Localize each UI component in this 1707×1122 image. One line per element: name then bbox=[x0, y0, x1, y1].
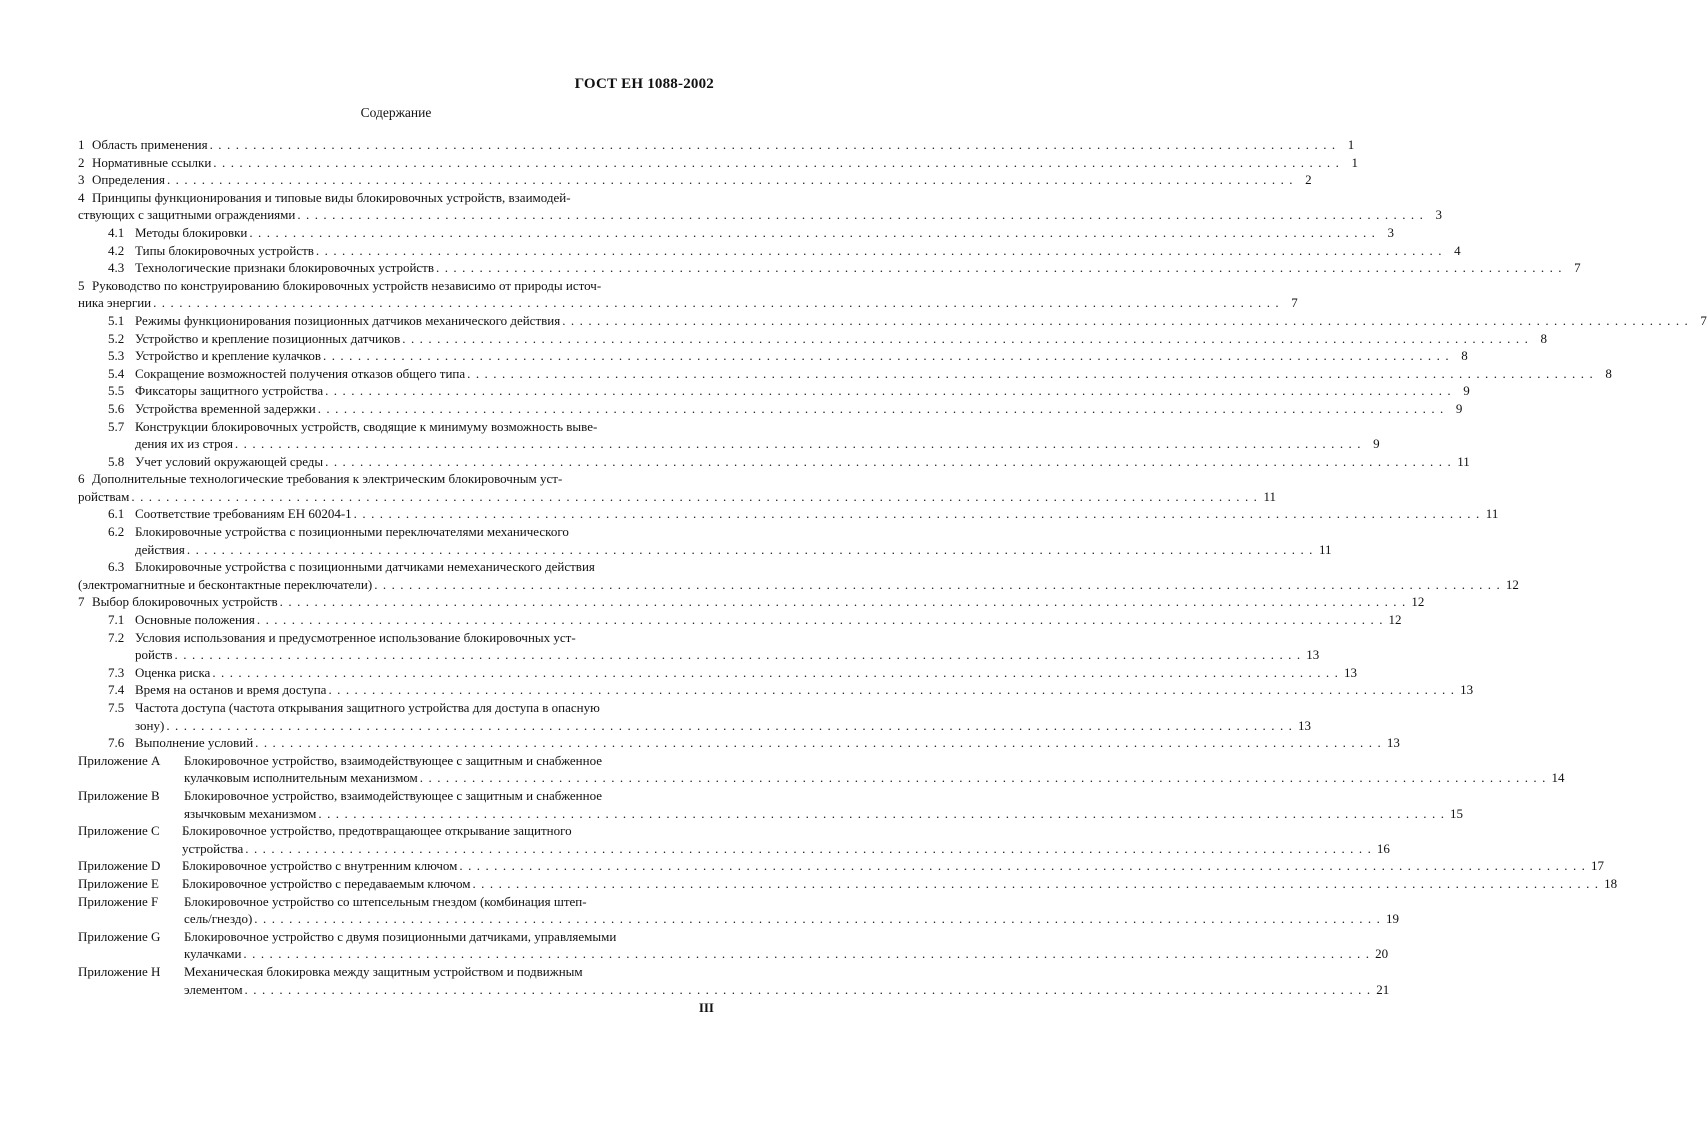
toc-entry[interactable] bbox=[78, 928, 1389, 963]
toc-entry-page: 1 bbox=[1351, 154, 1358, 170]
toc-entry-page: 7 bbox=[1574, 260, 1581, 276]
toc-entry-title: Механическая блокировка между защитным устройством и подвижным bbox=[184, 963, 583, 979]
toc-entry-title: Режимы функционирования позиционных датчиков механического действия bbox=[135, 312, 561, 328]
toc-entry[interactable] bbox=[78, 629, 1320, 664]
toc-entry-title-continued: ройств bbox=[135, 647, 173, 663]
toc-entry-title: Фиксаторы защитного устройства bbox=[135, 383, 324, 399]
toc-entry[interactable] bbox=[78, 312, 1707, 330]
toc-entry-number: Приложение D bbox=[78, 858, 161, 874]
toc-dot-leader bbox=[153, 294, 1280, 312]
toc-entry-title-continued: зону) bbox=[135, 717, 165, 733]
toc-entry-page: 11 bbox=[1263, 488, 1277, 504]
toc-entry[interactable] bbox=[78, 418, 1380, 453]
toc-entry-title: Условия использования и предусмотренное использование блокировочных уст- bbox=[135, 629, 576, 645]
toc-entry[interactable] bbox=[78, 875, 1618, 893]
toc-entry-title: Область применения bbox=[92, 137, 208, 152]
toc-dot-leader bbox=[166, 717, 1293, 735]
table-of-contents bbox=[78, 136, 1707, 998]
toc-entry-page: 14 bbox=[1551, 770, 1565, 786]
toc-entry-number: 4.2 bbox=[108, 242, 125, 258]
toc-entry-title-continued: элементом bbox=[184, 981, 243, 997]
toc-entry[interactable] bbox=[78, 752, 1565, 787]
toc-entry-page: 8 bbox=[1461, 348, 1468, 364]
toc-entry-page: 19 bbox=[1385, 911, 1399, 927]
toc-entry-number: Приложение F bbox=[78, 893, 159, 909]
toc-entry[interactable] bbox=[78, 963, 1390, 998]
toc-entry-number: 5.1 bbox=[108, 312, 125, 328]
toc-dot-leader bbox=[245, 840, 1372, 858]
toc-entry-title-continued: сель/гнездо) bbox=[184, 911, 253, 927]
toc-title: Содержание bbox=[360, 105, 432, 120]
toc-entry-title: Соответствие требованиям ЕН 60204-1 bbox=[135, 506, 352, 522]
toc-entry-title-continued: кулачками bbox=[184, 946, 242, 962]
toc-entry[interactable] bbox=[78, 822, 1390, 857]
toc-entry[interactable] bbox=[78, 787, 1464, 822]
toc-entry-number: 6.2 bbox=[108, 524, 125, 540]
toc-dot-leader bbox=[318, 400, 1445, 418]
toc-entry[interactable] bbox=[78, 453, 1470, 471]
toc-dot-leader bbox=[436, 259, 1563, 277]
toc-entry-number: 5.3 bbox=[108, 348, 125, 364]
toc-entry-title: Технологические признаки блокировочных устройств bbox=[135, 260, 434, 276]
toc-entry-title: Конструкции блокировочных устройств, сводящие к минимуму возможность выве- bbox=[135, 418, 598, 434]
toc-dot-leader bbox=[472, 875, 1599, 893]
toc-entry-title: Оценка риска bbox=[135, 664, 211, 680]
toc-entry-page: 13 bbox=[1306, 647, 1320, 663]
toc-entry-number: 6.1 bbox=[108, 506, 125, 522]
toc-entry[interactable] bbox=[78, 699, 1312, 734]
toc-entry-title: Устройства временной задержки bbox=[135, 400, 316, 416]
toc-dot-leader bbox=[325, 453, 1452, 471]
toc-entry-page: 12 bbox=[1505, 576, 1519, 592]
toc-entry-page: 4 bbox=[1454, 242, 1461, 258]
toc-dot-leader bbox=[280, 593, 1407, 611]
toc-entry-title: Блокировочное устройство, взаимодействующее с защитным и снабженное bbox=[184, 787, 603, 803]
toc-entry-number: 4.3 bbox=[108, 260, 125, 276]
toc-entry-title: Выбор блокировочных устройств bbox=[92, 594, 278, 610]
toc-entry-title: Руководство по конструированию блокировочных устройств независимо от природы источ- bbox=[92, 277, 602, 293]
page-number: III bbox=[698, 1000, 714, 1015]
toc-dot-leader bbox=[245, 981, 1372, 999]
toc-entry-number: 5.6 bbox=[108, 400, 125, 416]
toc-entry[interactable] bbox=[78, 242, 1461, 260]
toc-entry-title-continued: устройства bbox=[182, 840, 244, 856]
toc-entry-title: Дополнительные технологические требования к электрическим блокировочным уст- bbox=[92, 471, 563, 487]
toc-entry-number: 5.8 bbox=[108, 453, 125, 469]
toc-dot-leader bbox=[255, 734, 1382, 752]
toc-entry[interactable] bbox=[78, 224, 1395, 242]
toc-entry-page: 3 bbox=[1387, 224, 1395, 240]
toc-entry[interactable] bbox=[78, 857, 1605, 875]
toc-entry-page: 11 bbox=[1319, 541, 1332, 557]
toc-entry-page: 9 bbox=[1463, 383, 1470, 399]
toc-entry-title: Методы блокировки bbox=[135, 224, 248, 240]
toc-entry[interactable] bbox=[78, 505, 1499, 523]
toc-entry-number: 3 bbox=[78, 172, 85, 188]
toc-entry[interactable] bbox=[78, 277, 1298, 312]
toc-dot-leader bbox=[318, 805, 1445, 823]
toc-entry-number: 7.5 bbox=[108, 700, 125, 715]
toc-entry[interactable] bbox=[78, 664, 1357, 682]
toc-dot-leader bbox=[354, 505, 1481, 523]
toc-dot-leader bbox=[459, 857, 1586, 875]
toc-entry[interactable] bbox=[78, 136, 1355, 154]
toc-entry-number: Приложение Е bbox=[78, 875, 159, 891]
toc-entry-title: Блокировочное устройство с передаваемым ключом bbox=[182, 875, 471, 891]
toc-entry-title: Время на останов и время доступа bbox=[135, 682, 327, 698]
toc-entry-number: Приложение G bbox=[78, 928, 161, 944]
toc-entry[interactable] bbox=[78, 365, 1612, 383]
toc-entry-number: 7 bbox=[78, 594, 85, 610]
toc-entry-number: Приложение H bbox=[78, 963, 161, 979]
toc-entry-number: 6.3 bbox=[108, 559, 125, 575]
toc-entry-number: 2 bbox=[78, 154, 85, 170]
toc-entry-number: 7.2 bbox=[108, 629, 125, 645]
toc-entry-number: 5.7 bbox=[108, 418, 125, 434]
toc-entry-number: 1 bbox=[78, 137, 85, 152]
toc-entry-page: 8 bbox=[1605, 365, 1612, 381]
toc-dot-leader bbox=[131, 488, 1258, 506]
toc-entry-title-continued: ствующих с защитными ограждениями bbox=[78, 207, 296, 223]
toc-entry-page: 17 bbox=[1591, 858, 1605, 874]
toc-entry-page: 9 bbox=[1373, 436, 1380, 452]
toc-entry-number: 4 bbox=[78, 189, 85, 205]
toc-entry-title: Блокировочное устройство, взаимодействующее с защитным и снабженное bbox=[184, 752, 603, 768]
toc-entry-page: 13 bbox=[1386, 735, 1400, 751]
toc-entry-title: Блокировочное устройство со штепсельным гнездом (комбинация штеп- bbox=[184, 893, 587, 909]
toc-entry[interactable] bbox=[78, 154, 1358, 172]
toc-entry-title-continued: действия bbox=[135, 541, 185, 557]
toc-dot-leader bbox=[243, 945, 1370, 963]
toc-dot-leader bbox=[323, 347, 1450, 365]
toc-dot-leader bbox=[297, 206, 1424, 224]
toc-entry-page: 21 bbox=[1376, 981, 1390, 997]
toc-entry[interactable] bbox=[78, 611, 1402, 629]
toc-entry[interactable] bbox=[78, 382, 1470, 400]
toc-entry[interactable] bbox=[78, 189, 1442, 224]
toc-dot-leader bbox=[175, 646, 1302, 664]
toc-entry-page: 11 bbox=[1485, 506, 1499, 522]
toc-entry-number: Приложение А bbox=[78, 752, 161, 768]
toc-entry[interactable] bbox=[78, 523, 1332, 558]
toc-entry[interactable] bbox=[78, 347, 1468, 365]
toc-dot-leader bbox=[325, 382, 1452, 400]
toc-entry-number: 5.2 bbox=[108, 330, 125, 346]
toc-entry-page: 2 bbox=[1305, 172, 1312, 188]
toc-dot-leader bbox=[257, 611, 1384, 629]
toc-entry-title: Частота доступа (частота открывания защитного устройства для доступа в опасную bbox=[135, 700, 600, 715]
toc-entry-page: 18 bbox=[1604, 875, 1618, 891]
toc-entry-page: 9 bbox=[1455, 400, 1463, 416]
toc-entry-title: Блокировочное устройство с внутренним ключом bbox=[182, 858, 458, 874]
toc-entry-page: 11 bbox=[1457, 453, 1470, 469]
toc-dot-leader bbox=[316, 242, 1443, 260]
toc-entry-number: 7.1 bbox=[108, 612, 125, 628]
toc-entry-page: 1 bbox=[1347, 137, 1355, 152]
toc-entry-title: Определения bbox=[92, 172, 165, 188]
toc-entry-title-continued: язычковым механизмом bbox=[184, 805, 317, 821]
toc-dot-leader bbox=[254, 910, 1381, 928]
toc-dot-leader bbox=[249, 224, 1376, 242]
toc-entry-number: 5 bbox=[78, 277, 85, 293]
toc-entry-page: 3 bbox=[1435, 207, 1442, 223]
toc-entry-title: Основные положения bbox=[135, 612, 255, 628]
toc-entry-title: Сокращение возможностей получения отказов общего типа bbox=[135, 365, 466, 381]
toc-entry[interactable] bbox=[78, 400, 1463, 418]
toc-dot-leader bbox=[467, 365, 1594, 383]
toc-entry-page: 12 bbox=[1411, 594, 1425, 610]
toc-entry-number: 4.1 bbox=[108, 224, 125, 240]
toc-dot-leader bbox=[374, 576, 1501, 594]
toc-entry-title: Принципы функционирования и типовые виды блокировочных устройств, взаимодей- bbox=[92, 189, 571, 205]
document-id: ГОСТ ЕН 1088-2002 bbox=[574, 76, 714, 92]
toc-entry-page: 20 bbox=[1375, 946, 1389, 962]
toc-entry-page: 16 bbox=[1376, 840, 1390, 856]
toc-entry-number: 5.5 bbox=[108, 383, 125, 399]
toc-entry-number: Приложение В bbox=[78, 787, 160, 803]
toc-entry-page: 15 bbox=[1450, 805, 1464, 821]
toc-entry-number: 5.4 bbox=[108, 365, 125, 381]
toc-entry[interactable] bbox=[78, 593, 1425, 611]
toc-dot-leader bbox=[210, 136, 1337, 154]
toc-entry-number: 7.4 bbox=[108, 682, 125, 698]
toc-entry-title: Устройство и крепление кулачков bbox=[135, 348, 322, 364]
toc-entry[interactable] bbox=[78, 259, 1581, 277]
toc-entry-page: 13 bbox=[1460, 682, 1474, 698]
toc-entry-page: 13 bbox=[1298, 717, 1312, 733]
toc-entry-title: Нормативные ссылки bbox=[92, 154, 212, 170]
toc-entry-title: Блокировочное устройство с двумя позиционными датчиками, управляемыми bbox=[184, 928, 617, 944]
toc-entry-number: 7.3 bbox=[108, 664, 125, 680]
toc-entry-number: 7.6 bbox=[108, 735, 125, 751]
toc-entry-number: 6 bbox=[78, 471, 85, 487]
toc-entry-title: Блокировочное устройство, предотвращающее открывание защитного bbox=[182, 823, 572, 839]
toc-entry-title: Учет условий окружающей среды bbox=[135, 453, 324, 469]
toc-entry-page: 7 bbox=[1291, 295, 1298, 311]
toc-entry[interactable] bbox=[78, 734, 1400, 752]
toc-dot-leader bbox=[212, 664, 1339, 682]
toc-dot-leader bbox=[328, 681, 1455, 699]
toc-entry[interactable] bbox=[78, 893, 1399, 928]
toc-entry-page: 7 bbox=[1700, 312, 1707, 328]
toc-entry-title: Блокировочные устройства с позиционными переключателями механического bbox=[135, 524, 569, 540]
toc-entry-title-continued: дения их из строя bbox=[135, 436, 233, 452]
toc-dot-leader bbox=[562, 312, 1689, 330]
toc-entry-title-continued: кулачковым исполнительным механизмом bbox=[184, 770, 418, 786]
toc-entry[interactable] bbox=[78, 681, 1474, 699]
toc-entry-title-continued: ника энергии bbox=[78, 295, 152, 311]
toc-entry[interactable] bbox=[78, 171, 1312, 189]
toc-entry-title: Выполнение условий bbox=[135, 735, 254, 751]
toc-entry-page: 12 bbox=[1388, 612, 1402, 628]
toc-dot-leader bbox=[235, 435, 1362, 453]
toc-entry-number: Приложение С bbox=[78, 823, 160, 839]
toc-dot-leader bbox=[420, 769, 1547, 787]
toc-entry[interactable] bbox=[78, 470, 1277, 505]
toc-entry-title-continued: (электромагнитные и бесконтактные переключатели) bbox=[78, 576, 373, 592]
toc-entry[interactable] bbox=[78, 330, 1547, 348]
toc-entry-page: 13 bbox=[1343, 664, 1357, 680]
toc-dot-leader bbox=[402, 330, 1529, 348]
toc-entry-title: Блокировочные устройства с позиционными датчиками немеханического действия bbox=[135, 559, 595, 575]
toc-dot-leader bbox=[167, 171, 1294, 189]
toc-entry[interactable] bbox=[78, 558, 1519, 593]
toc-entry-title: Типы блокировочных устройств bbox=[135, 242, 314, 258]
toc-dot-leader bbox=[187, 541, 1314, 559]
toc-entry-title: Устройство и крепление позиционных датчиков bbox=[135, 330, 401, 346]
toc-dot-leader bbox=[213, 154, 1340, 172]
toc-entry-title-continued: ройствам bbox=[78, 488, 130, 504]
toc-entry-page: 8 bbox=[1540, 330, 1547, 346]
